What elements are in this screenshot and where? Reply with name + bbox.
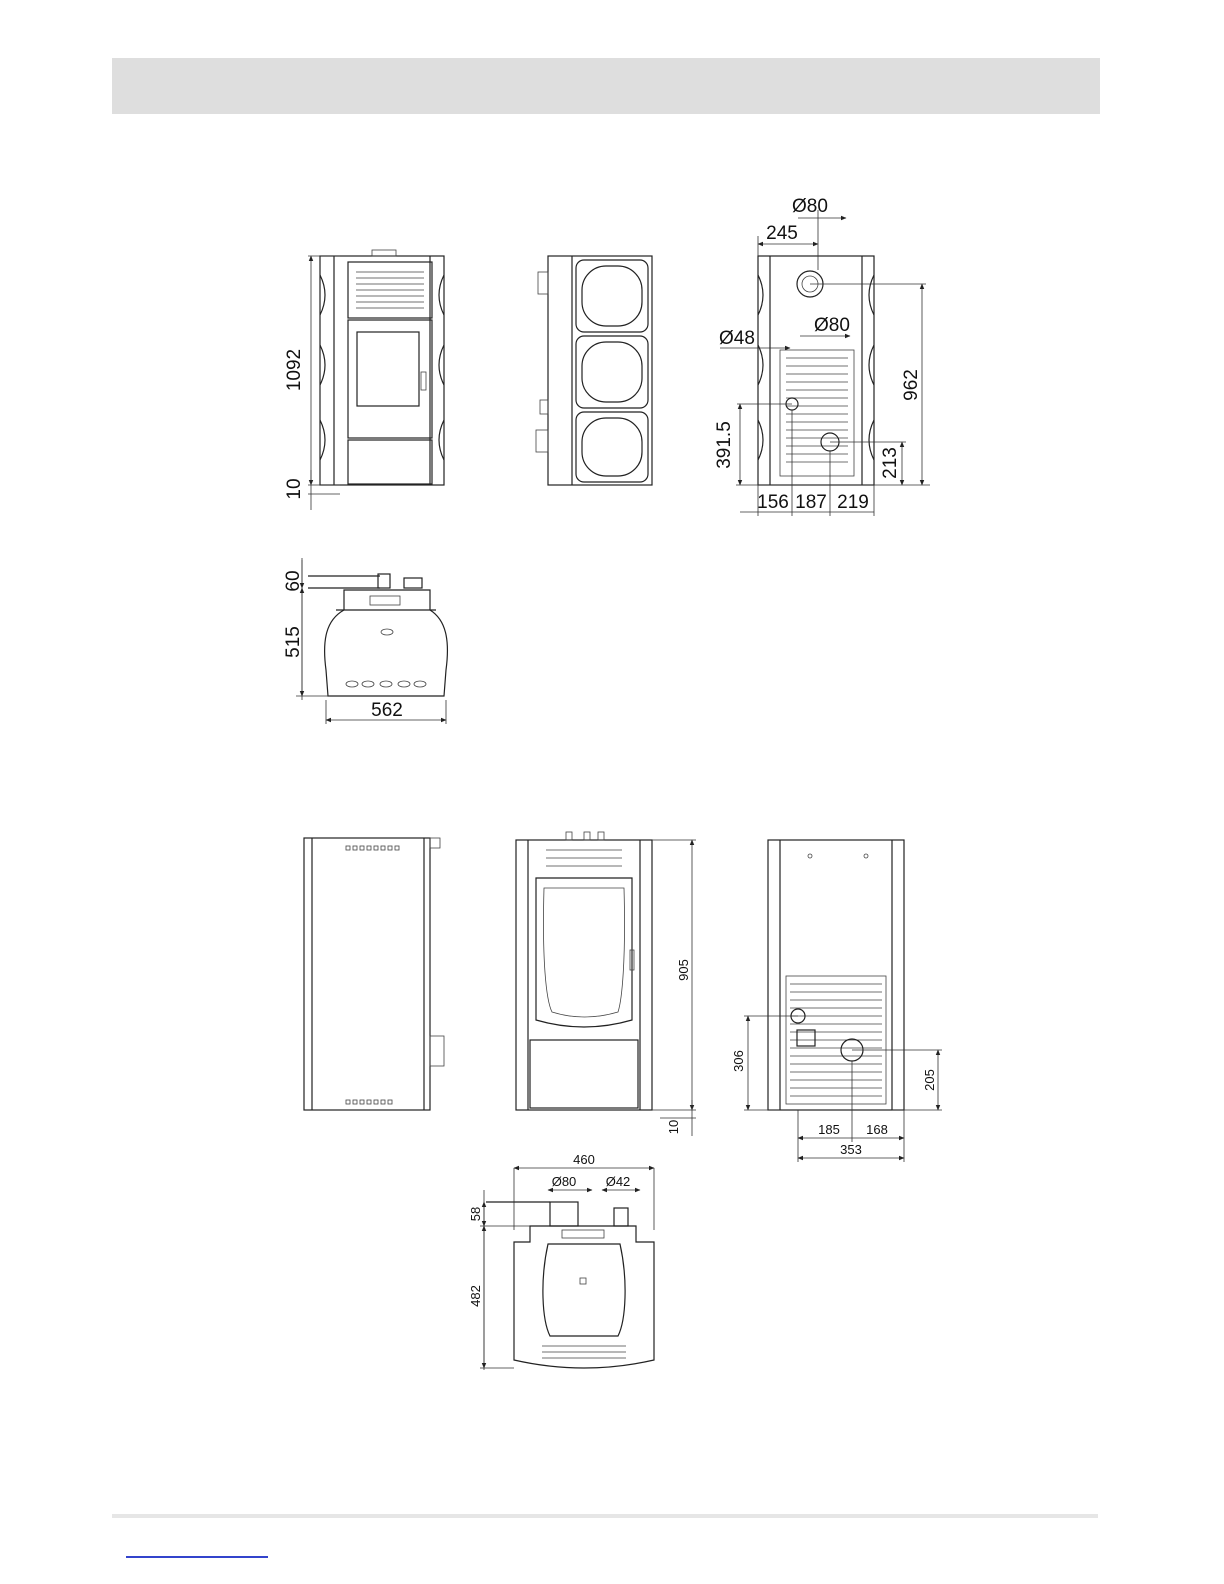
- stove1-flue-diameter: Ø80: [792, 196, 828, 217]
- stove1-depth: 515: [283, 626, 304, 658]
- stove2-offset-b: 168: [866, 1122, 888, 1137]
- stove2-pipe-height: 306: [731, 1050, 746, 1072]
- footer-link-underline[interactable]: [126, 1556, 268, 1558]
- stove1-feet-label: 10: [284, 478, 305, 500]
- stove1-pipe-height: 391.5: [714, 421, 735, 469]
- stove2-top-view: [468, 1152, 654, 1370]
- stove2-top-width: 460: [573, 1152, 595, 1167]
- stove2-width: 353: [840, 1142, 862, 1157]
- stove1-inlet-height: 213: [880, 447, 901, 479]
- stove1-width-b: 187: [795, 492, 827, 513]
- stove1-side-view: [536, 256, 652, 485]
- stove2-feet-label: 10: [666, 1119, 681, 1135]
- stove1-flue-offset: 245: [766, 223, 798, 244]
- stove1-height-label: 1092: [284, 348, 305, 392]
- stove1-front-view: [284, 250, 444, 510]
- stove1-width-c: 219: [837, 492, 869, 513]
- stove1-width-a: 156: [757, 492, 789, 513]
- stove2-height-label: 905: [676, 959, 691, 981]
- stove1-top-view: [283, 558, 447, 724]
- stove2-front-view: [516, 832, 696, 1136]
- stove2-depth: 482: [468, 1285, 483, 1307]
- stove2-rear-depth: 58: [468, 1206, 483, 1222]
- stove1-rear-depth: 60: [283, 570, 304, 592]
- stove2-offset-a: 185: [818, 1122, 840, 1137]
- stove1-back-view: [714, 196, 930, 516]
- stove1-inlet-diameter: Ø80: [814, 315, 850, 336]
- stove2-back-view: [731, 840, 942, 1162]
- stove2-side-view: [304, 838, 444, 1110]
- stove1-pipe-diameter: Ø48: [719, 328, 755, 349]
- stove2-flue-diameter: Ø80: [551, 1174, 577, 1189]
- footer-rule: [112, 1514, 1098, 1518]
- stove1-flue-height: 962: [901, 369, 922, 401]
- stove1-width: 562: [371, 700, 403, 721]
- stove2-pipe-diameter: Ø42: [605, 1174, 631, 1189]
- stove2-inlet-height: 205: [922, 1069, 937, 1091]
